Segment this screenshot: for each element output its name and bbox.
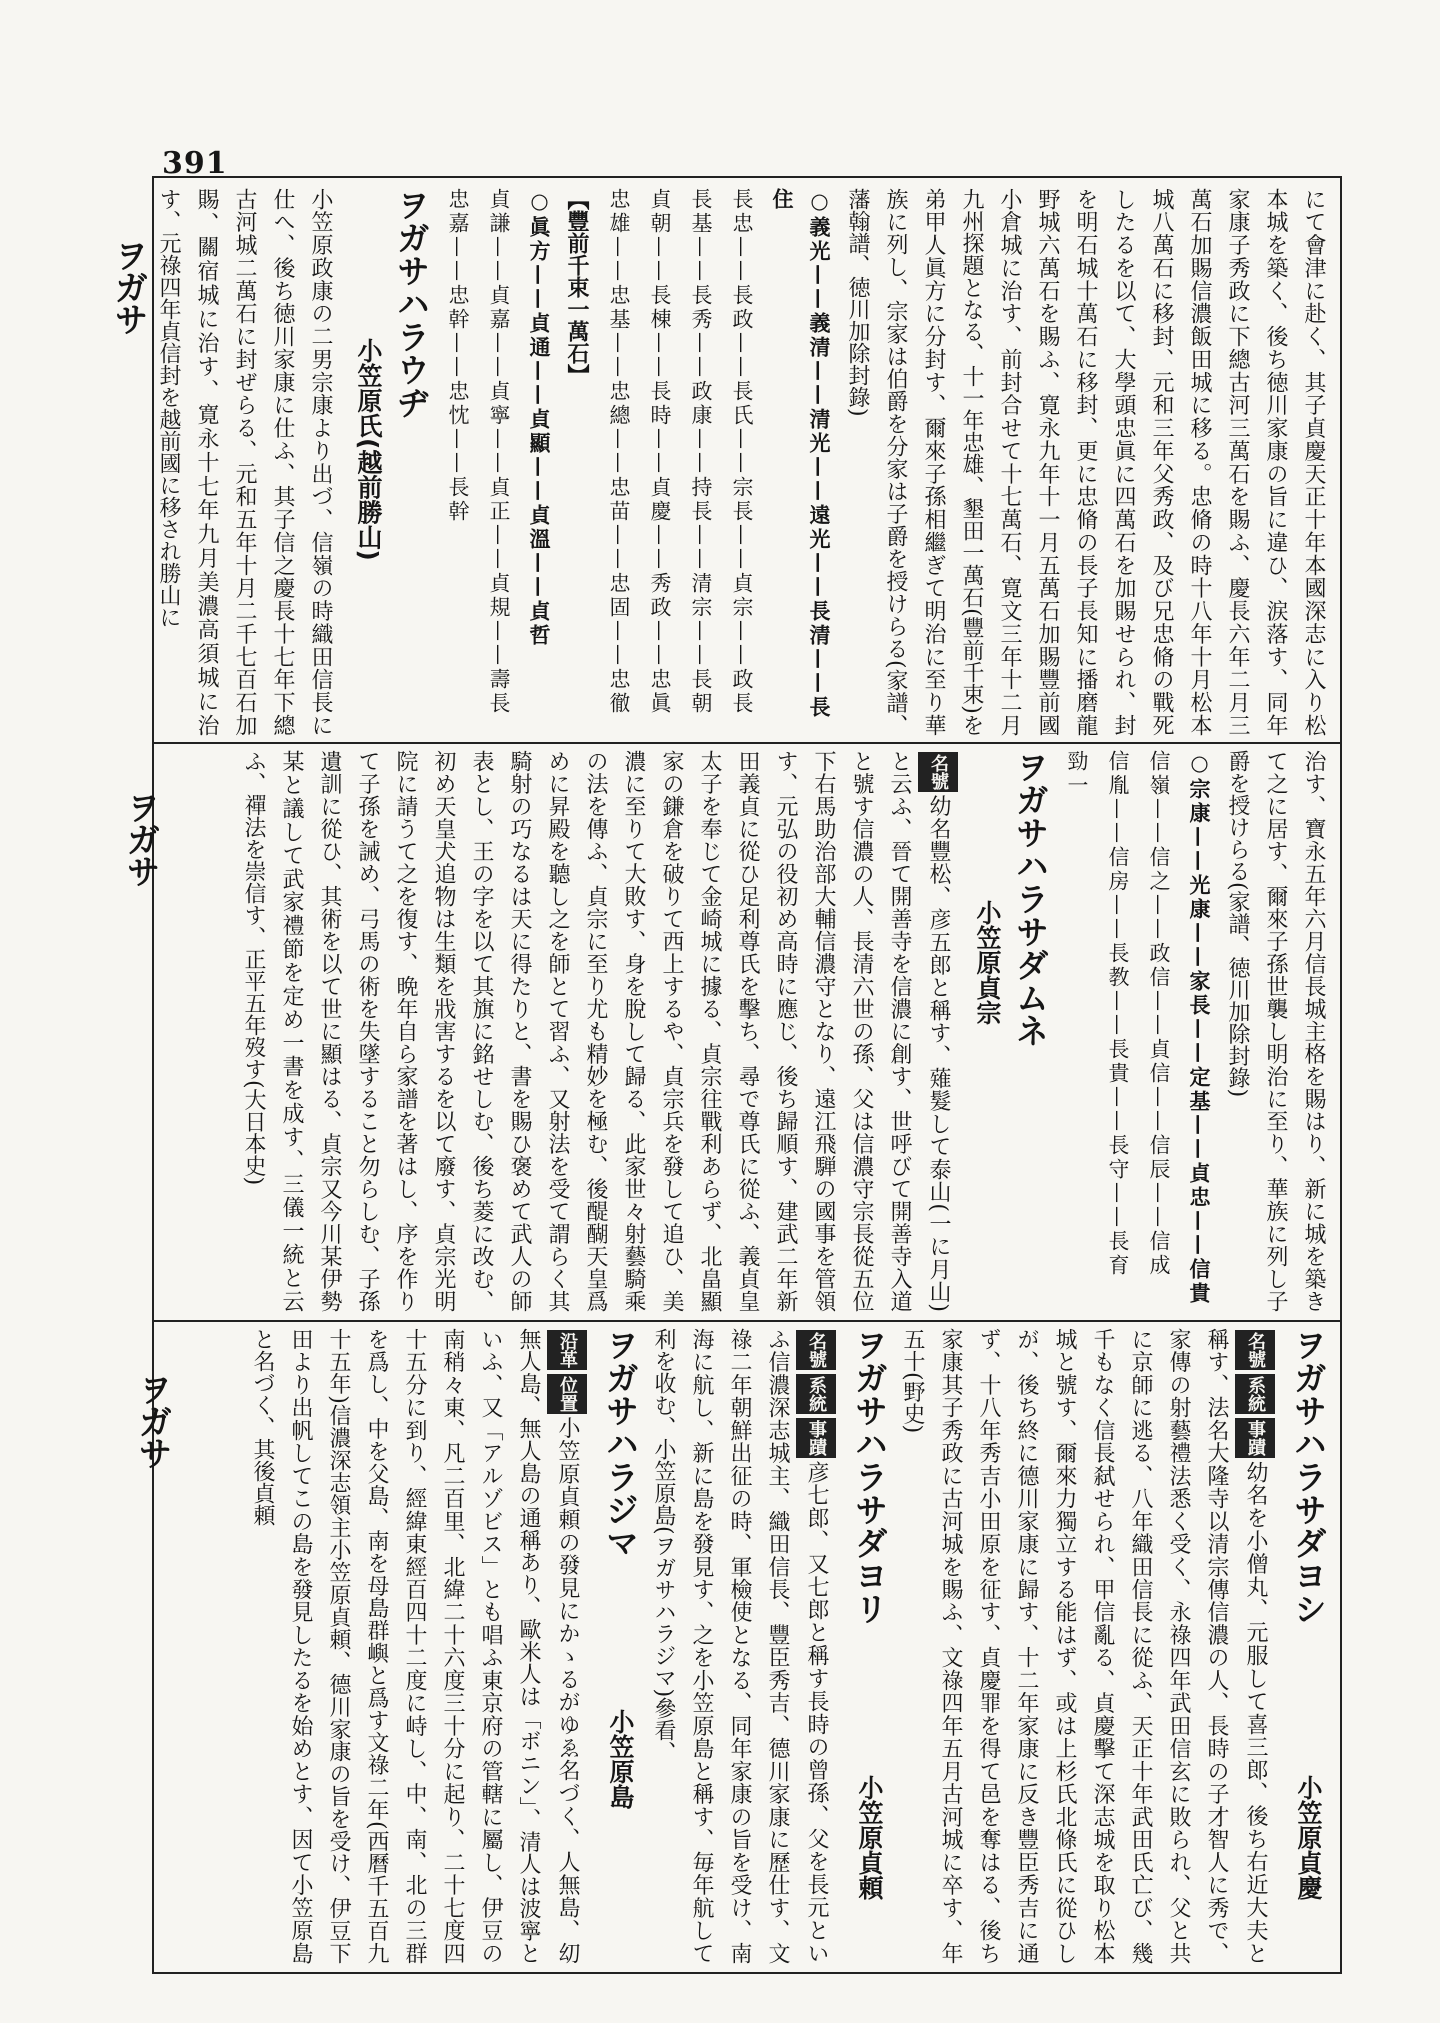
entry-title bbox=[968, 750, 1054, 1312]
entry-tag: 系統 bbox=[796, 1374, 836, 1414]
entry-clan: 小笠原氏(越前勝山) bbox=[354, 338, 383, 561]
entry-tag: 名號 bbox=[918, 752, 958, 792]
top-subtitle: 【豐前千束一萬石】 bbox=[564, 188, 590, 386]
top-genealogy2-row: 忠嘉——忠幹——忠忱——長幹 bbox=[446, 188, 470, 524]
top-genealogy2-row: ○眞方——貞通——貞顯——貞溫——貞哲 bbox=[527, 188, 552, 648]
top-genealogy2-row: 貞謙——貞嘉——貞寧——貞正——貞規——壽長 bbox=[487, 188, 511, 716]
top-genealogy-row: ○義光——義清——清光——遠光——長清——長住 bbox=[770, 188, 832, 720]
entry-text: 小笠原政康の二男宗康より出づ、信嶺の時織田信長に仕へ、後ち徳川家康に仕ふ、其子信之慶長十七年下總古河城二萬石に封ぜらる、元和五年十月二千七百石加賜、關宿城に治す、寛永十七年九月美濃高須城に治す、元祿四年貞信封を越前國に移され勝山に bbox=[156, 188, 333, 736]
top-genealogy-row: 貞朝——長棟——長時——貞慶——秀政——忠眞 bbox=[648, 188, 672, 716]
entry-text bbox=[644, 1328, 836, 1964]
section-divider-top bbox=[152, 742, 1342, 744]
entry-name: ヲガサハラサダヨリ bbox=[850, 1328, 889, 1625]
entry-tag: 名號 bbox=[796, 1330, 836, 1370]
header-tab-top: ヲガサ bbox=[108, 238, 148, 334]
entry-text bbox=[243, 1328, 587, 1964]
entry-tag: 名號 bbox=[1235, 1330, 1275, 1370]
entry-tag: 沿革 bbox=[547, 1330, 587, 1370]
section-divider-bottom bbox=[152, 1320, 1342, 1322]
entry-clan: 小笠原貞頼 bbox=[855, 1775, 884, 1900]
page-number: 391 bbox=[162, 146, 228, 181]
entry-text bbox=[234, 750, 958, 1312]
section-bottom bbox=[168, 1328, 1332, 1964]
header-tab-bottom: ヲガサ bbox=[132, 1372, 172, 1468]
entry-text bbox=[893, 1328, 1275, 1964]
middle-genealogy-row: 信嶺——信之——政信——貞信——信辰——信成 bbox=[1147, 750, 1171, 1278]
entry-text-body: 幼名豐松、彦五郎と稱す、薙髮して泰山(一に月山)と云ふ、晉て開善寺を信濃に創す、世呼びて開善寺入道と號す信濃の人、長清六世の孫、父は信濃守宗長從五位下右馬助治部大輔信濃守となり、遠江飛騨の國事を管領す、元弘の役初め高時に應じ、後ち歸順す、建武二年新田義貞に從ひ足利尊氏を擊ち、尋で尊氏に從ふ、義貞皇太子を奉じて金崎城に據る、貞宗往戰利あらず、北畠顯家の鎌倉を破りて西上するや、貞宗兵を發して追ひ、美濃に至りて大敗す、身を脫して歸る、此家世々射藝騎乘の法を傳ふ、貞宗に至り尤も精妙を極む、後醍醐天皇爲めに昇殿を聽し之を師とて習ふ、又射法を受て謂らく其騎射の巧なるは天に得たりと、書を賜ひ褒めて武人の師表とし、王の字を以て其旗に銘せしむ、後ち菱に改む、初め天皇犬追物は生類を戕害するを以て廢す、貞宗光明院に請うて之を復す、晩年自ら家譜を著はし、序を作りて子孫を誡め、弓馬の術を失墜すること勿らしむ、子孫遺訓に從ひ、其術を以て世に顯はる、貞宗又今川某伊勢某と議して武家禮節を定め一書を成す、三儀一統と云ふ、禪法を崇信す、正平五年歿す(大日本史) bbox=[241, 750, 951, 1312]
entry-text-body: 彦七郎、又七郎と稱す長時の曾孫、父を長元といふ信濃深志城主、織田信長、豐臣秀吉、德川家康に歷仕す、文祿二年朝鮮出征の時、軍檢使となる、同年家康の旨を受け、南海に航し、新に島を發見す、之を小笠原島と稱す、毎年航して利を收む、小笠原島(ヲガサハラジマ)參看、 bbox=[651, 1328, 829, 1964]
entry-tag: 系統 bbox=[1235, 1374, 1275, 1414]
middle-genealogy-row: ○宗康——光康——家長——定基——貞忠——信貴 bbox=[1187, 750, 1212, 1306]
entry-text-body: 幼名を小僧丸、元服して喜三郎、後ち右近大夫と稱す、法名大隆寺以清宗傳信濃の人、長時の子才智人に秀で、家傳の射藝禮法悉く受く、永祿四年武田信玄に敗られ、父と共に京師に逃る、八年織田信長に從ふ、天正十年武田氏亡び、幾千もなく信長弑せられ、甲信亂る、貞慶擊て深志城を取り松本城と號す、爾來力獨立する能はず、或は上杉氏北條氏に從ひしが、後ち終に德川家康に歸す、十二年家康に反き豐臣秀吉に通ず、十八年秀吉小田原を征す、貞慶罪を得て邑を奪はる、後ち家康其子秀政に古河城を賜ふ、文祿四年五月古河城に卒す、年五十(野史) bbox=[900, 1328, 1268, 1964]
section-top bbox=[156, 188, 1332, 737]
entry-name: ヲガサハラサダムネ bbox=[1011, 750, 1050, 1047]
entry-clan: 小笠原貞慶 bbox=[1294, 1775, 1323, 1900]
entry-name: ヲガサハラサダヨシ bbox=[1289, 1328, 1328, 1625]
entry-name: ヲガサハラウヂ bbox=[392, 188, 431, 419]
entry-tag: 位置 bbox=[547, 1374, 587, 1414]
top-intro: にて會津に赴く、其子貞慶天正十年本國深志に入り松本城を築く、後ち徳川家康の旨に違ひ、涙落す、同年家康子秀政に下總古河三萬石を賜ふ、慶長六年二月三萬石加賜信濃飯田城に移る。忠脩の時十八年十月松本城八萬石に移封、元和三年父秀政、及び兄忠脩の戰死したるを以て、大學頭忠眞に四萬石を加賜せられ、封を明石城十萬石に移封、更に忠脩の長子長知に播磨龍野城六萬石を賜ふ、寛永九年十一月五萬石加賜豐前國小倉城に治す、前封合せて十七萬石、寛文三年十二月九州探題となる、十一年忠雄、墾田一萬石(豐前千束)を弟甲人眞方に分封す、爾來子孫相繼ぎて明治に至り華族に列し、宗家は伯爵を分家は子爵を授けらる(家譜、藩翰譜、徳川加除封錄) bbox=[845, 188, 1326, 737]
entry-tag: 事蹟 bbox=[1235, 1418, 1275, 1458]
entry-title bbox=[349, 188, 435, 736]
section-middle bbox=[168, 750, 1332, 1312]
entry-tag: 事蹟 bbox=[796, 1418, 836, 1458]
middle-intro: 治す、寶永五年六月信長城主格を賜はり、新に城を築きて之に居す、爾來子孫世襲し明治に至り、華族に列し子爵を授けらる(家譜、徳川加除封錄) bbox=[1225, 750, 1326, 1312]
entry-clan: 小笠原貞宗 bbox=[973, 900, 1002, 1025]
entry-text-body: 小笠原貞頼の發見にかゝるがゆゑ名づく、人無島、㓜無人島、無人島の通稱あり、歐米人は「ボニン」、清人は波寧といふ、又「アルゾビス」とも唱ふ東京府の管轄に屬し、伊豆の南稍々東、凡二百里、北緯二十六度三十分に起り、二十七度四十五分に到り、經緯東經百四十二度に峙し、中、南、北の三群を爲し、中を父島、南を母島群嶼と爲す文祿二年(西曆千五百九十五年)信濃深志領主小笠原貞頼、德川家康の旨を受け、伊豆下田より出帆してこの島を發見したるを始めとす、因て小笠原島と名づく、其後貞頼 bbox=[250, 1328, 580, 1964]
entry-title bbox=[1285, 1328, 1332, 1964]
middle-genealogy-row: 信胤——信房——長教——長貴——長守——長育 bbox=[1106, 750, 1130, 1278]
entry-name: ヲガサハラジマ bbox=[601, 1328, 640, 1559]
top-genealogy-row: 長基——長秀——政康——持長——清宗——長朝 bbox=[689, 188, 713, 716]
top-genealogy-row: 忠雄——忠基——忠總——忠苗——忠固——忠徹 bbox=[607, 188, 631, 716]
entry-clan: 小笠原島 bbox=[606, 1709, 635, 1809]
entry-title bbox=[597, 1328, 644, 1964]
entry-title bbox=[846, 1328, 893, 1964]
top-genealogy-row: 長忠——長政——長氏——宗長——貞宗——政長 bbox=[730, 188, 754, 716]
header-tab-middle: ヲガサ bbox=[120, 790, 160, 886]
middle-genealogy-tail: 勁一 bbox=[1065, 750, 1089, 798]
